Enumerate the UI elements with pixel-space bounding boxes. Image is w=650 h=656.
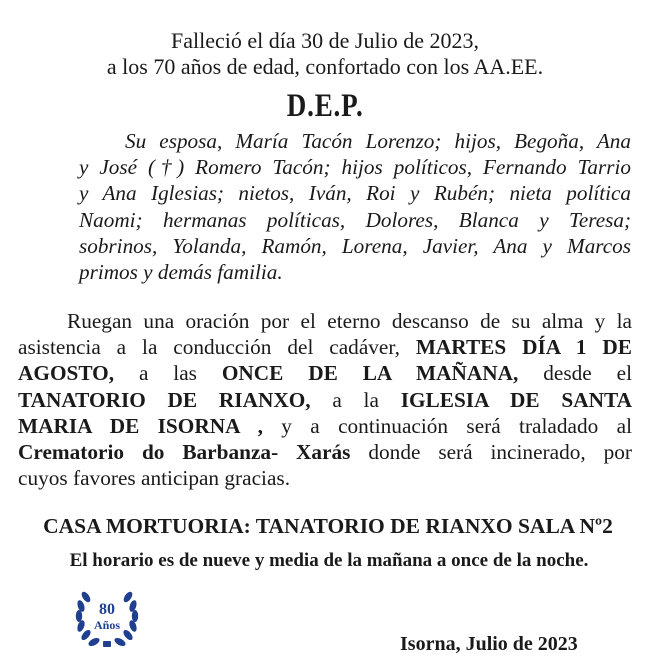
death-date-line: Falleció el día 30 de Julio de 2023,: [171, 28, 479, 53]
family-line: Su esposa, María Tacón Lorenzo; hijos, Begoña, Ana: [125, 129, 631, 153]
service-text: asistencia a la conducción del cadáver,: [18, 335, 416, 360]
service-line: [18, 413, 632, 439]
service-time: ONCE DE LA MAÑANA,: [221, 361, 519, 386]
family-line: sobrinos, Yolanda, Ramón, Lorena, Javier, Ana y Marcos: [79, 233, 631, 258]
family-line: y José (†) Romero Tacón; hijos políticos, Fernando Tarrio: [79, 155, 631, 180]
service-origin: TANATORIO DE RIANXO,: [18, 387, 311, 412]
family-line: Naomi; hermanas políticas, Dolores, Blanca y Teresa;: [79, 207, 631, 232]
badge-label: Años: [93, 618, 121, 632]
service-line: [18, 334, 632, 360]
service-text: a las: [114, 361, 222, 386]
service-line: [18, 439, 632, 465]
service-text: donde será incinerado, por: [350, 440, 632, 465]
service-text: y a continuación será traladado al: [262, 413, 632, 438]
service-line: [18, 360, 632, 386]
service-text: a la: [310, 387, 401, 412]
badge-number: 80: [99, 601, 115, 618]
service-church: IGLESIA DE SANTA: [400, 387, 632, 412]
service-church-cont: MARIA DE ISORNA ,: [18, 413, 263, 438]
service-crematorium: Crematorio do Barbanza- Xarás: [18, 440, 351, 465]
service-line: [18, 387, 632, 413]
family-paragraph: [79, 128, 631, 285]
service-line: cuyos favores anticipan gracias.: [18, 466, 291, 491]
signature-place-date: Isorna, Julio de 2023: [400, 633, 578, 655]
service-date: MARTES DÍA 1 DE: [415, 335, 632, 360]
age-line: a los 70 años de edad, confortado con los AA.EE.: [106, 54, 544, 79]
casa-mortuoria: CASA MORTUORIA: TANATORIO DE RIANXO SALA Nº2: [43, 514, 613, 538]
service-paragraph: [18, 308, 632, 491]
anniversary-laurel-logo: [72, 585, 142, 650]
family-line: y Ana Iglesias; nietos, Iván, Roi y Rubén; nieta política: [79, 181, 631, 206]
service-text: desde el: [518, 361, 632, 386]
dep-heading: D.E.P.: [286, 88, 364, 124]
opening-hours: El horario es de nueve y media de la mañana a once de la noche.: [69, 550, 589, 571]
family-line: primos y demás familia.: [79, 260, 283, 285]
service-line: Ruegan una oración por el eterno descanso de su alma y la: [67, 309, 632, 333]
service-month: AGOSTO,: [18, 361, 115, 386]
